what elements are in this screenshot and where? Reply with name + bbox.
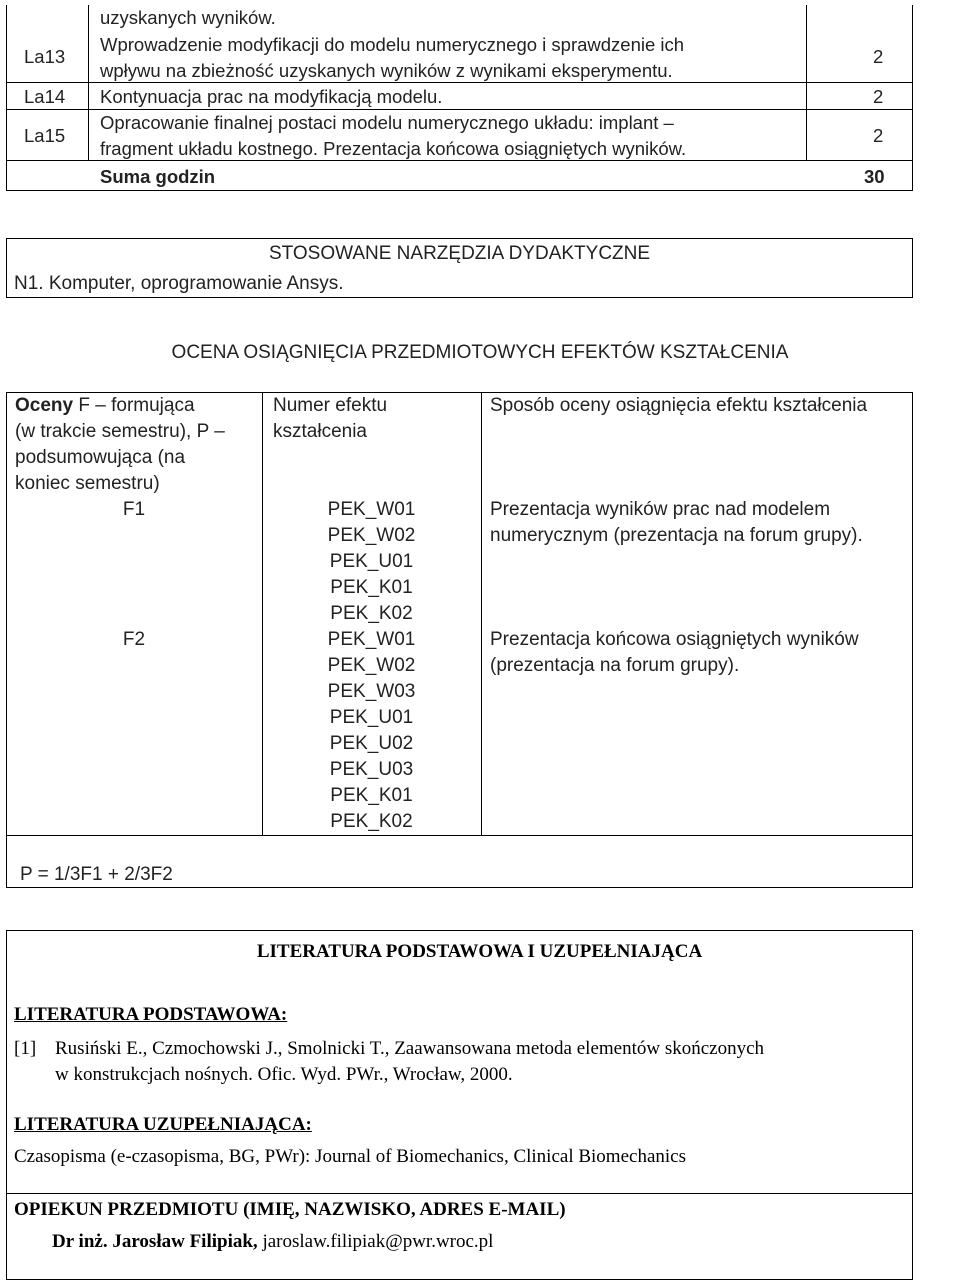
sum-label: Suma godzin <box>100 166 216 187</box>
tools-item: N1. Komputer, oprogramowanie Ansys. <box>14 273 344 294</box>
literature-item: Rusiński E., Czmochowski J., Smolnicki T., Zaawansowana metoda elementów skończonych w konstrukcjach nośnych. Ofic. Wyd. PWr., Wrocław, 2000. <box>55 1038 765 1085</box>
sum-value: 30 <box>864 166 885 187</box>
lab-row-hours: 2 <box>873 86 884 107</box>
grade-formula: P = 1/3F1 + 2/3F2 <box>20 864 173 885</box>
lab-row-id: La13 <box>24 46 66 67</box>
effect-list: PEK_W01 PEK_W02 PEK_W03 PEK_U01 PEK_U02 PEK_U03 PEK_K01 PEK_K02 <box>327 629 416 832</box>
supplementary-literature-text: Czasopisma (e-czasopisma, BG, PWr): Journal of Biomechanics, Clinical Biomechanics <box>14 1146 686 1167</box>
literature-title: LITERATURA PODSTAWOWA I UZUPEŁNIAJĄCA <box>256 941 703 962</box>
assessment-title: OCENA OSIĄGNIĘCIA PRZEDMIOTOWYCH EFEKTÓW KSZTAŁCENIA <box>171 342 789 363</box>
header-grade-type: Oceny F – formująca (w trakcie semestru), P – podsumowująca (na koniec semestru) <box>15 395 225 494</box>
grade-label: F2 <box>122 629 146 650</box>
basic-literature-heading: LITERATURA PODSTAWOWA: <box>14 1004 288 1025</box>
method-text: Prezentacja wyników prac nad modelem numerycznym (prezentacja na forum grupy). <box>490 499 863 546</box>
supervisor-heading: OPIEKUN PRZEDMIOTU (IMIĘ, NAZWISKO, ADRES E-MAIL) <box>14 1199 566 1220</box>
lab-row-text: Kontynuacja prac na modyfikacją modelu. <box>100 86 443 107</box>
lab-row-id: La15 <box>24 125 66 146</box>
lab-row-text: Wprowadzenie modyfikacji do modelu numerycznego i sprawdzenie ich wpływu na zbieżność uzyskanych wyników z wynikami eksperymentu. <box>100 34 685 81</box>
grade-label: F1 <box>122 499 146 520</box>
lab-row-text: uzyskanych wyników. <box>100 7 276 28</box>
header-method: Sposób oceny osiągnięcia efektu kształcenia <box>490 395 868 416</box>
tools-title: STOSOWANE NARZĘDZIA DYDAKTYCZNE <box>268 243 651 264</box>
lab-row-text: Opracowanie finalnej postaci modelu numerycznego układu: implant – fragment układu kostnego. Prezentacja końcowa osiągniętych wyników. <box>100 112 687 159</box>
supplementary-literature-heading: LITERATURA UZUPEŁNIAJĄCA: <box>14 1114 312 1135</box>
header-effect-number: Numer efektu kształcenia <box>273 395 388 442</box>
method-text: Prezentacja końcowa osiągniętych wyników (prezentacja na forum grupy). <box>490 629 859 676</box>
supervisor-email[interactable]: jaroslaw.filipiak@pwr.wroc.pl <box>257 1231 494 1252</box>
lab-row-hours: 2 <box>873 125 884 146</box>
lab-row-id: La14 <box>24 86 66 107</box>
supervisor-info <box>52 1229 493 1255</box>
supervisor-name: Dr inż. Jarosław Filipiak, <box>52 1231 258 1252</box>
lab-row-hours: 2 <box>873 46 884 67</box>
literature-item-number: [1] <box>14 1038 37 1059</box>
effect-list: PEK_W01 PEK_W02 PEK_U01 PEK_K01 PEK_K02 <box>327 499 416 624</box>
